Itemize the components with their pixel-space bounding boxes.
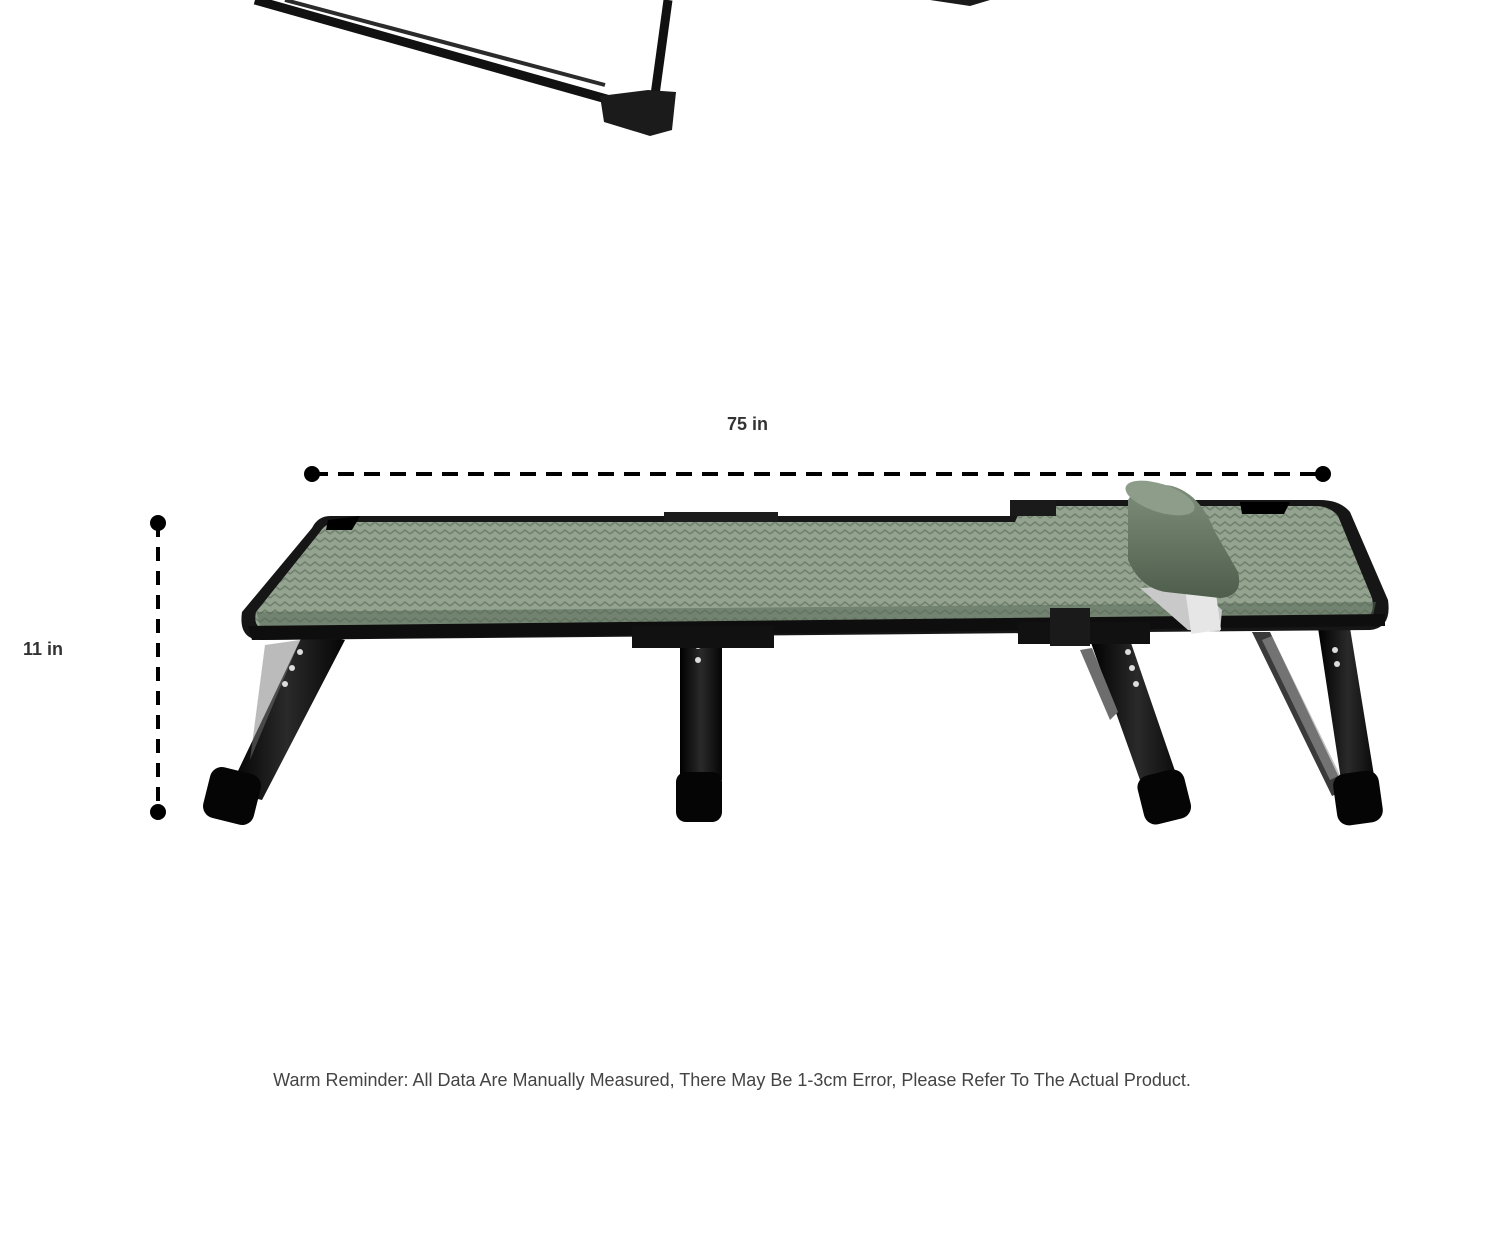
cot-legs (200, 628, 1384, 828)
length-dimension-line (304, 466, 1331, 482)
length-label: 75 in (727, 414, 769, 434)
warm-reminder-text: Warm Reminder: All Data Are Manually Measured, There May Be 1-3cm Error, Please Refer To The Actual Product. (273, 1070, 1191, 1090)
top-frame-partial (255, 0, 990, 136)
height-dimension-line (150, 515, 166, 820)
height-label: 11 in (23, 639, 64, 659)
